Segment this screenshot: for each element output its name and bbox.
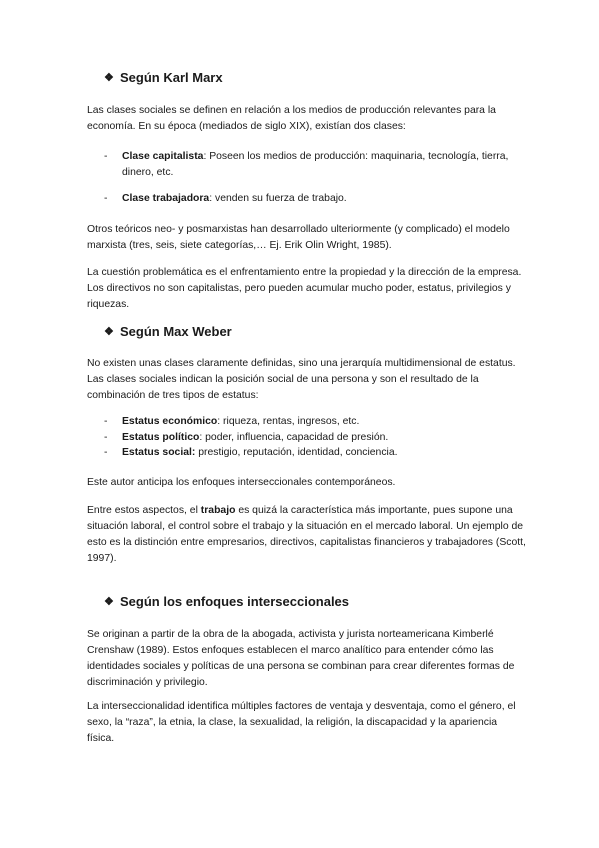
marx-paragraph-2: Otros teóricos neo- y posmarxistas han desarrollado ulteriormente (y complicado) el modelo marxista (tres, seis, siete categorías,… Ej. Erik Olin Wright, 1985). (87, 224, 510, 251)
bullet-dash: - (104, 432, 108, 443)
paragraph-text: es quizá la característica más importante, pues supone una situación laboral, el control sobre el trabajo y la situación en el mercado laboral. Un ejemplo de esto es la distinción entre empresarios, directivos, capitalistas financieros y trabajadores (Scott, 1997). (87, 505, 526, 564)
heading-weber (104, 324, 232, 339)
bullet-text: prestigio, reputación, identidad, conciencia. (195, 447, 398, 458)
heading-interseccionales (104, 594, 349, 609)
bullet-text: : riqueza, rentas, ingresos, etc. (217, 416, 360, 427)
paragraph-text: Entre estos aspectos, el (87, 505, 201, 516)
weber-bullet-politico (104, 430, 524, 446)
bullet-term: Clase capitalista (122, 151, 204, 162)
heading-marx-text: Según Karl Marx (120, 70, 223, 85)
bullet-term: Estatus político (122, 432, 200, 443)
bullet-text: : poder, influencia, capacidad de presión. (199, 432, 389, 443)
bullet-term: Estatus económico (122, 416, 218, 427)
bullet-term: Clase trabajadora (122, 193, 210, 204)
bullet-text: : Poseen los medios de producción: maquinaria, tecnología, tierra, dinero, etc. (122, 151, 509, 178)
heading-marx (104, 70, 223, 85)
bullet-text: : venden su fuerza de trabajo. (209, 193, 347, 204)
marx-bullet-capitalista (104, 149, 524, 181)
diamond-bullet-icon: ❖ (104, 72, 114, 84)
bullet-term: Estatus social: (122, 447, 196, 458)
marx-paragraph-1: Las clases sociales se definen en relación a los medios de producción relevantes para la economía. En su época (mediados de siglo XIX), existían dos clases: (87, 105, 496, 132)
bullet-dash: - (104, 151, 108, 162)
weber-paragraph-2: Este autor anticipa los enfoques interseccionales contemporáneos. (87, 477, 396, 488)
heading-interseccionales-text: Según los enfoques interseccionales (120, 594, 350, 609)
bullet-dash: - (104, 416, 108, 427)
paragraph-bold-term: trabajo (200, 505, 236, 516)
weber-paragraph-1: No existen unas clases claramente definidas, sino una jerarquía multidimensional de estatus. Las clases sociales indican la posición social de una persona y son el resultado de la combinación de tres tipos de estatus: (87, 358, 516, 401)
marx-paragraph-3: La cuestión problemática es el enfrentamiento entre la propiedad y la dirección de la empresa. Los directivos no son capitalistas, pero pueden acumular mucho poder, estatus, privilegios y riquezas. (87, 267, 522, 310)
heading-weber-text: Según Max Weber (120, 324, 232, 339)
weber-paragraph-3 (87, 503, 527, 567)
diamond-bullet-icon: ❖ (104, 596, 114, 608)
inter-paragraph-1: Se originan a partir de la obra de la abogada, activista y jurista norteamericana Kimberlé Crenshaw (1989). Estos enfoques establecen el marco analítico para entender cómo las identidades sociales y políticas de una persona se combinan para crear diferentes formas de discriminación y privilegio. (87, 629, 515, 688)
marx-bullet-trabajadora (104, 191, 524, 207)
inter-paragraph-2: La interseccionalidad identifica múltiples factores de ventaja y desventaja, como el género, el sexo, la “raza”, la etnia, la clase, la sexualidad, la religión, la discapacidad y la apariencia física. (87, 701, 516, 744)
bullet-dash: - (104, 447, 108, 458)
weber-bullet-social (104, 445, 524, 461)
diamond-bullet-icon: ❖ (104, 326, 114, 338)
bullet-dash: - (104, 193, 108, 204)
weber-bullet-economico (104, 414, 524, 430)
